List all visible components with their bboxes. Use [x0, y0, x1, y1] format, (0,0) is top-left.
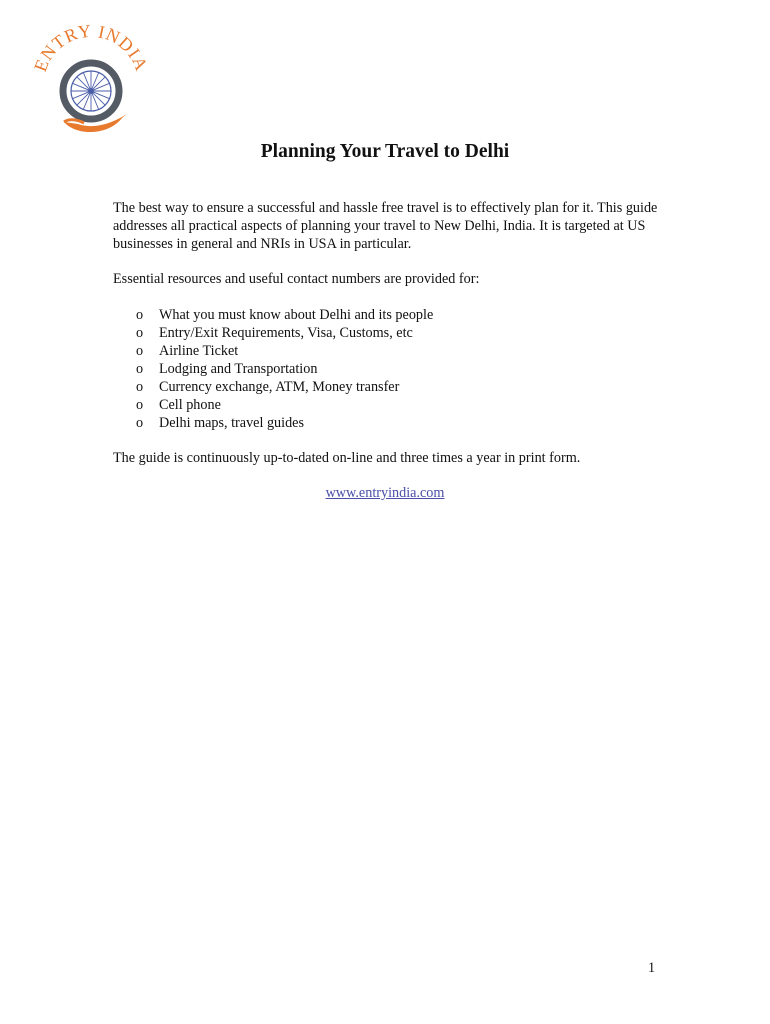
bullet: o — [136, 379, 144, 395]
intro-paragraph: The best way to ensure a successful and hassle free travel is to effectively plan for it. This guide addresses all practical aspects of planning your travel to New Delhi, India. It is targeted at US businesses in general and NRIs in USA in particular. — [113, 200, 658, 252]
page-number: 1 — [648, 960, 656, 976]
update-note: The guide is continuously up-to-dated on-line and three times a year in print form. — [113, 450, 581, 466]
entry-india-logo — [28, 18, 150, 140]
list-item — [113, 324, 433, 342]
bullet: o — [136, 343, 144, 359]
logo-text: ENTRY INDIA — [30, 20, 150, 75]
bullet: o — [136, 415, 144, 431]
list-item — [113, 342, 433, 360]
list-item-text: Cell phone — [159, 397, 221, 413]
list-item-text: Entry/Exit Requirements, Visa, Customs, etc — [159, 325, 413, 341]
list-item-text: What you must know about Delhi and its people — [159, 307, 434, 323]
bullet: o — [136, 325, 144, 341]
list-item-text: Delhi maps, travel guides — [159, 415, 304, 431]
resource-list — [113, 306, 433, 432]
list-item-text: Currency exchange, ATM, Money transfer — [159, 379, 400, 395]
document-title: Planning Your Travel to Delhi — [260, 141, 510, 162]
website-link-container — [0, 485, 770, 502]
website-link[interactable]: www.entryindia.com — [325, 485, 445, 501]
bullet: o — [136, 307, 144, 323]
list-item — [113, 414, 433, 432]
list-item — [113, 396, 433, 414]
list-item-text: Lodging and Transportation — [159, 361, 318, 377]
bullet: o — [136, 361, 144, 377]
list-item-text: Airline Ticket — [159, 343, 239, 359]
list-item — [113, 378, 433, 396]
list-item — [113, 306, 433, 324]
bullet: o — [136, 397, 144, 413]
list-item — [113, 360, 433, 378]
entry-india-logo-graphic — [28, 18, 150, 140]
resources-intro: Essential resources and useful contact numbers are provided for: — [113, 271, 480, 287]
